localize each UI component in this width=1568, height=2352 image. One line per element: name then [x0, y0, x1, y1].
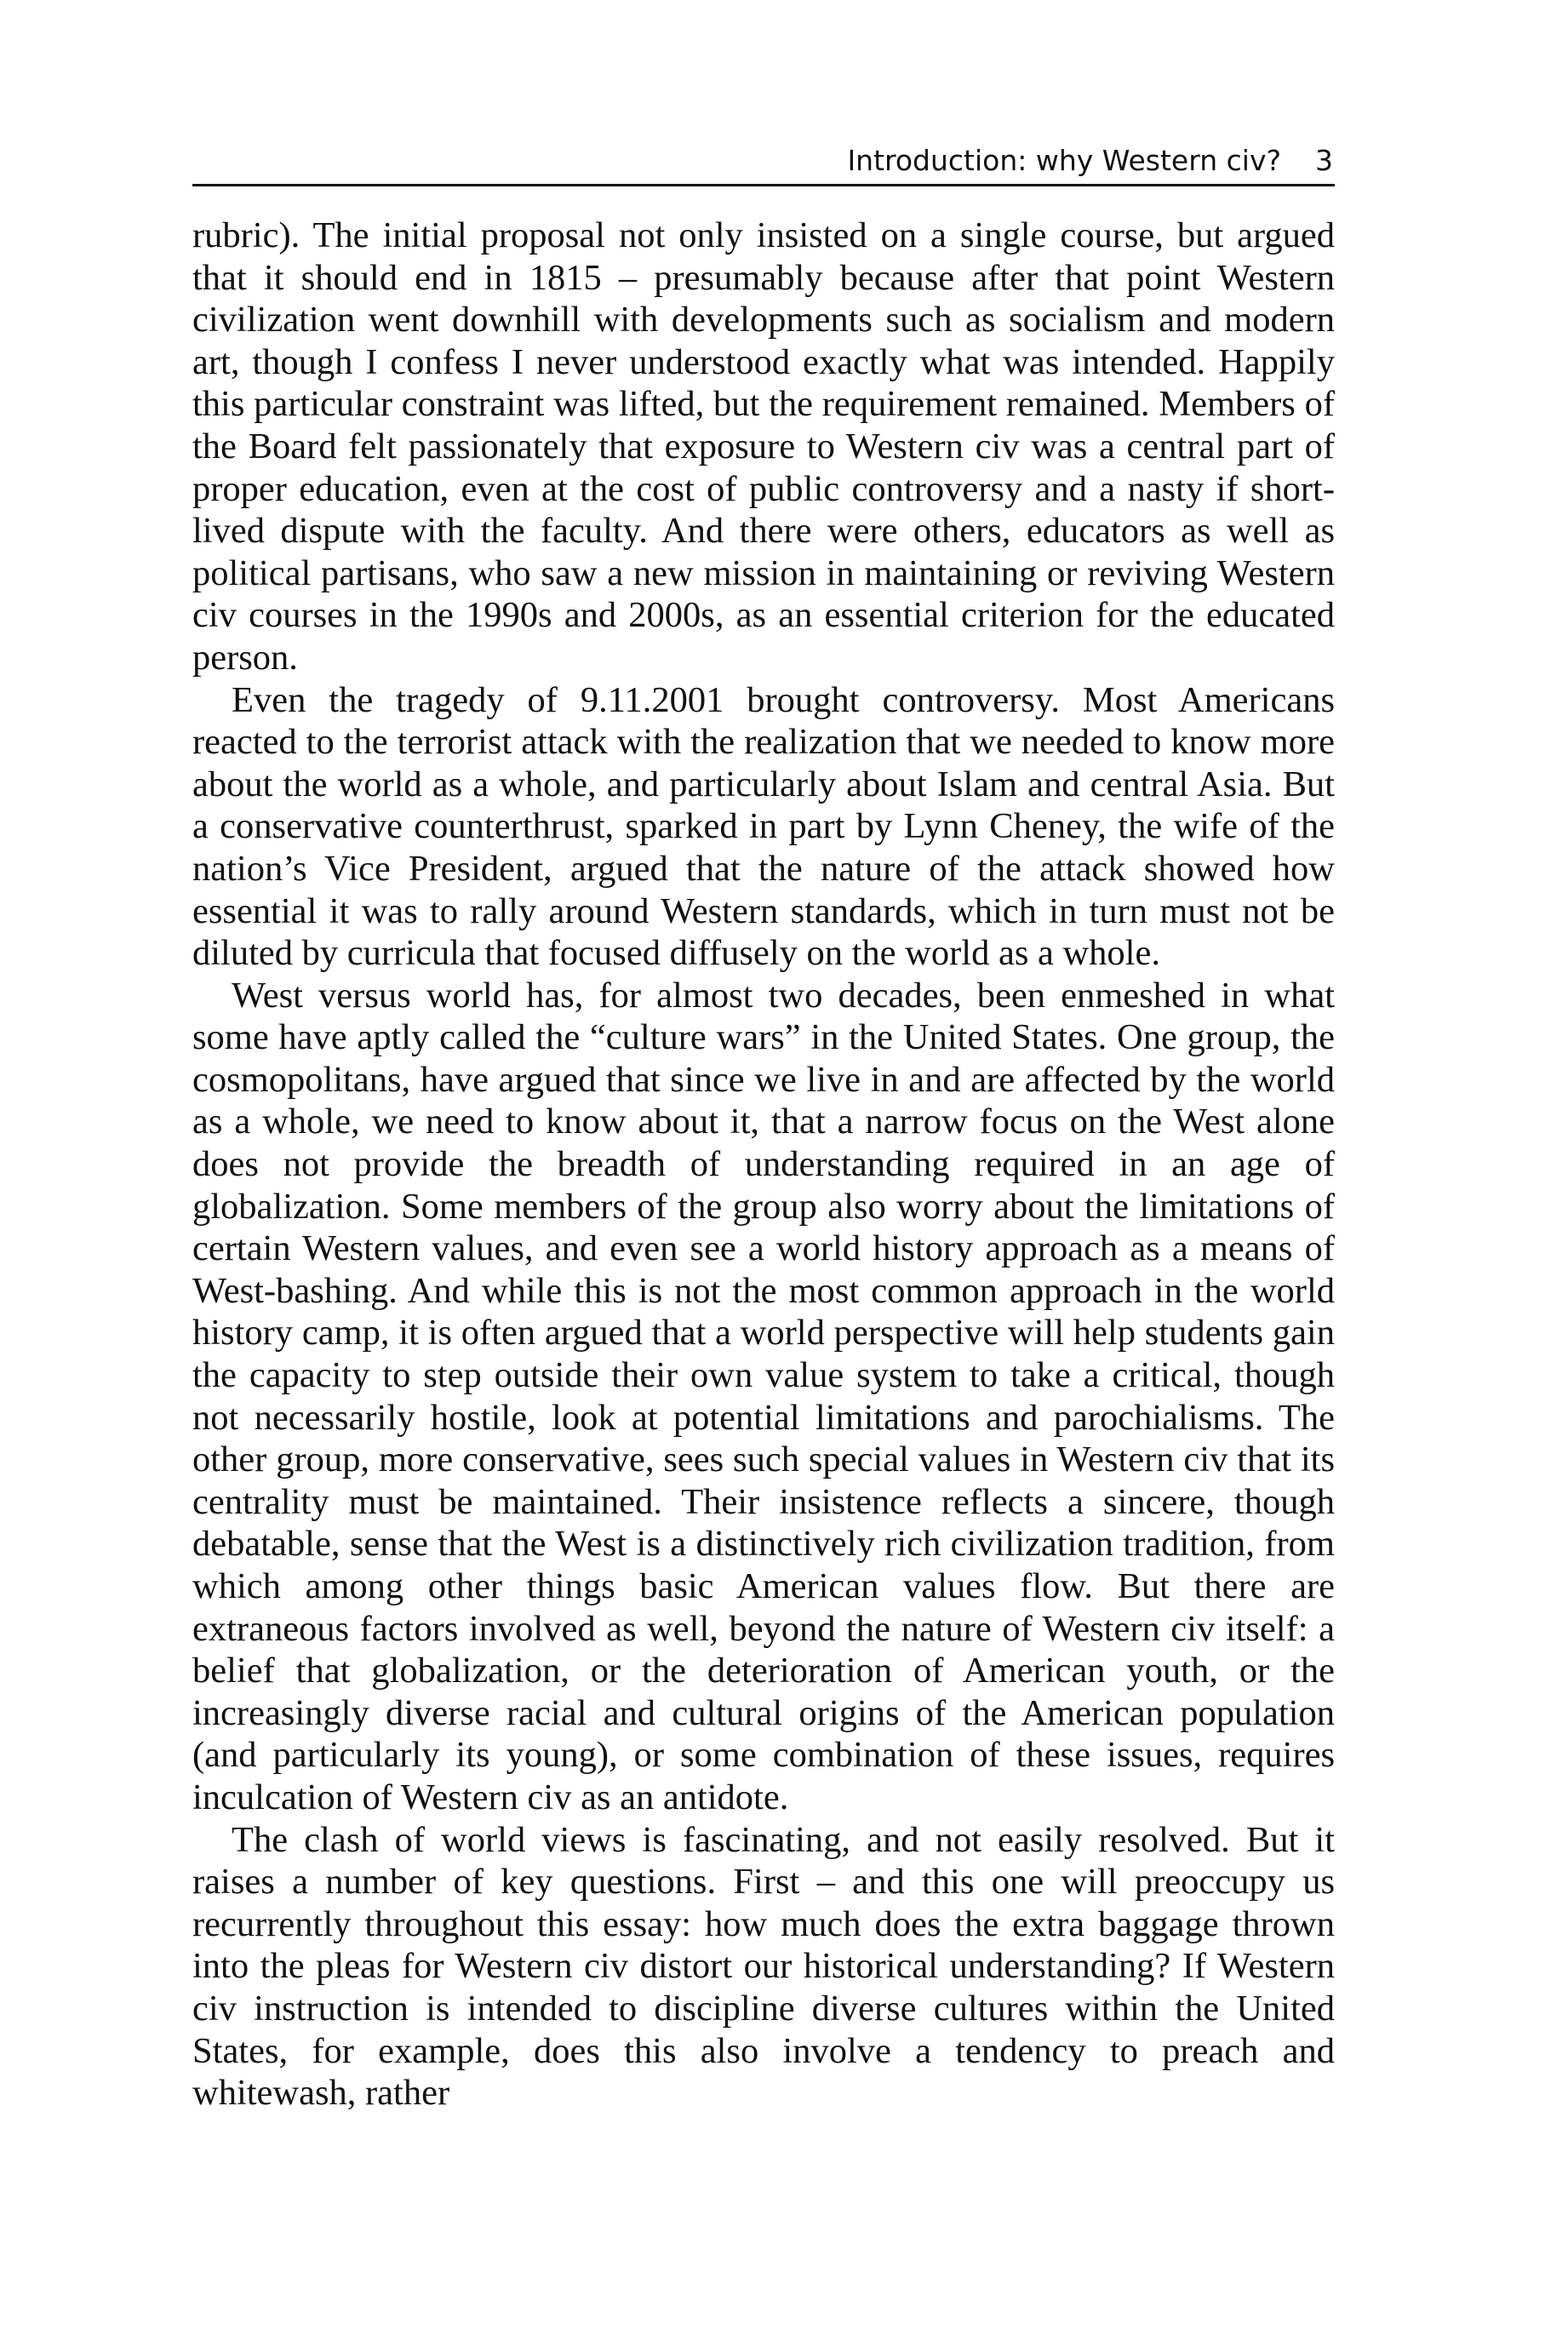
running-head-title: Introduction: why Western civ? [847, 143, 1281, 177]
paragraph: The clash of world views is fascinating, and not easily resolved. But it raises a number of key questions. First – and this one will preoccupy us recurrently throughout this essay: how much does the extra baggage thrown into the pleas for Western civ distort our historical understanding? If Western civ instruction is intended to discipline diverse cultures within the United States, for example, does this also involve a tendency to preach and whitewash, rather [192, 1819, 1335, 2114]
paragraph-continued: rubric). The initial proposal not only insisted on a single course, but argued that it should end in 1815 – presumably because after that point Western civilization went downhill with developments such as socialism and modern art, though I confess I never understood exactly what was intended. Happily this particular constraint was lifted, but the requirement remained. Members of the Board felt passionately that exposure to Western civ was a central part of proper education, even at the cost of public controversy and a nasty if short-lived dispute with the faculty. And there were others, educators as well as political partisans, who saw a new mission in maintaining or reviving Western civ courses in the 1990s and 2000s, as an essential criterion for the educated person. [192, 215, 1335, 678]
running-head [192, 136, 1335, 186]
paragraph: West versus world has, for almost two decades, been enmeshed in what some have aptly called the “culture wars” in the United States. One group, the cosmopolitans, have argued that since we live in and are affected by the world as a whole, we need to know about it, that a narrow focus on the West alone does not provide the breadth of understanding required in an age of globalization. Some members of the group also worry about the limitations of certain Western values, and even see a world history approach as a means of West-bashing. And while this is not the most common approach in the world history camp, it is often argued that a world perspective will help students gain the capacity to step outside their own value system to take a critical, though not necessarily hostile, look at potential limitations and parochialisms. The other group, more conservative, sees such special values in Western civ that its centrality must be maintained. Their insistence reflects a sincere, though debatable, sense that the West is a distinctively rich civilization tradition, from which among other things basic American values flow. But there are extraneous factors involved as well, beyond the nature of Western civ itself: a belief that globalization, or the deterioration of American youth, or the increasingly diverse racial and cultural origins of the American population (and particularly its young), or some combination of these issues, requires inculcation of Western civ as an antidote. [192, 975, 1335, 1817]
paragraph: Even the tragedy of 9.11.2001 brought controversy. Most Americans reacted to the terrorist attack with the realization that we needed to know more about the world as a whole, and particularly about Islam and central Asia. But a conservative counterthrust, sparked in part by Lynn Cheney, the wife of the nation’s Vice President, argued that the nature of the attack showed how essential it was to rally around Western standards, which in turn must not be diluted by curricula that focused diffusely on the world as a whole. [192, 679, 1335, 974]
page-number: 3 [1315, 143, 1333, 177]
body-text [192, 215, 1335, 2115]
